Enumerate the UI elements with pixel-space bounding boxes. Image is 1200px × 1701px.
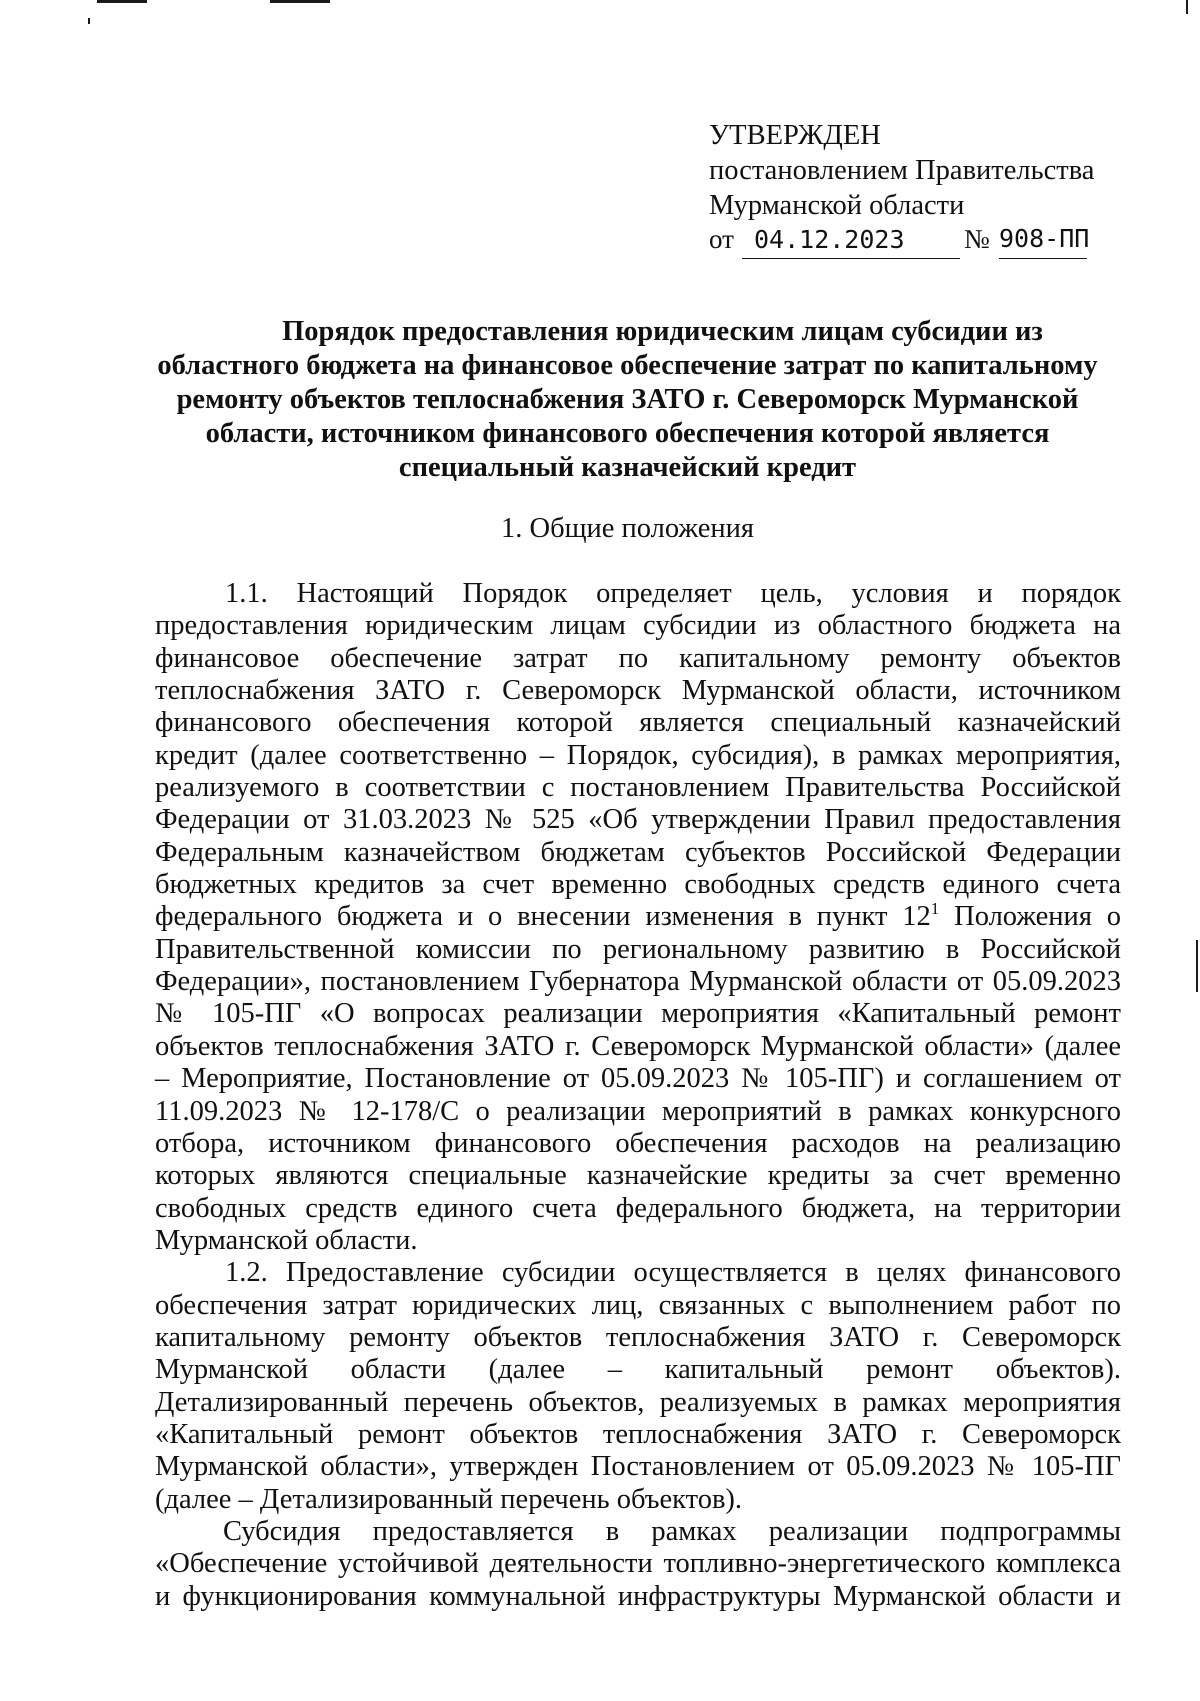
text-line: капитальному ремонту объектов теплоснабжения ЗАТО г. Североморск [155,1321,1121,1353]
text-line: предоставления юридическим лицам субсидии из областного бюджета на [155,610,1121,642]
text-line: обеспечения затрат юридических лиц, связанных с выполнением работ по [155,1289,1121,1321]
text-line: которых являются специальные казначейские кредиты за счет временно [155,1160,1121,1192]
scan-mark-corner [1186,0,1188,14]
text-line: – Мероприятие, Постановление от 05.09.2023 № 105-ПГ) и соглашением от [155,1063,1121,1095]
text-line: Федеральным казначейством бюджетам субъектов Российской Федерации [155,836,1121,868]
title-line: ремонту объектов теплоснабжения ЗАТО г. Североморск Мурманской [176,384,1079,415]
text-line: 1.2. Предоставление субсидии осуществляется в целях финансового [225,1257,1121,1289]
approval-region: Мурманской области [709,190,965,221]
text-line: 11.09.2023 № 12-178/С о реализации мероприятий в рамках конкурсного [155,1095,1121,1127]
text-line: 1.1. Настоящий Порядок определяет цель, условия и порядок [225,578,1121,609]
text-line: Федерации», постановлением Губернатора Мурманской области от 05.09.2023 [155,966,1121,998]
title-line: специальный казначейский кредит [398,452,857,483]
text-line-with-superscript [155,901,1121,933]
text-segment: федерального бюджета и о внесении изменения в пункт 12 [155,901,931,933]
document-body [155,578,1121,1613]
approval-issuer: постановлением Правительства [709,155,1095,186]
text-line: реализуемого в соответствии с постановлением Правительства Российской [155,772,1121,804]
text-line: Мурманской области», утвержден Постановлением от 05.09.2023 № 105-ПГ [155,1451,1121,1483]
scan-mark-right [270,0,330,3]
title-line: области, источником финансового обеспечения которой является [205,418,1050,449]
title-line: Порядок предоставления юридическим лицам субсидии из [282,316,1043,347]
section-heading: 1. Общие положения [500,513,755,544]
text-line: свободных средств единого счета федерального бюджета, на территории [155,1192,1121,1224]
text-line: Правительственной комиссии по региональному развитию в Российской [155,933,1121,965]
paragraph-1-1 [155,578,1121,1257]
text-line: Субсидия предоставляется в рамках реализации подпрограммы [223,1515,1121,1547]
approval-date: 04.12.2023 [742,223,960,259]
approval-date-line [709,223,1129,261]
text-line: № 105-ПГ «О вопросах реализации мероприятия «Капитальный ремонт [155,998,1121,1030]
text-line: и функционирования коммунальной инфраструктуры Мурманской области и [155,1580,1121,1612]
paragraph-subsidy [155,1516,1121,1613]
text-line: Мурманской области. [155,1224,418,1256]
title-line: областного бюджета на финансовое обеспечение затрат по капитальному [157,350,1098,381]
text-line: «Капитальный ремонт объектов теплоснабжения ЗАТО г. Североморск [155,1418,1121,1450]
scan-mark-dot [88,18,90,24]
scan-mark-left [97,0,147,3]
text-line: теплоснабжения ЗАТО г. Североморск Мурманской области, источником [155,675,1121,707]
text-line: кредит (далее соответственно – Порядок, субсидия), в рамках мероприятия, [155,739,1121,771]
text-line: «Обеспечение устойчивой деятельности топливно-энергетического комплекса [155,1548,1121,1580]
paragraph-1-2 [155,1257,1121,1516]
text-line: (далее – Детализированный перечень объектов). [155,1483,743,1515]
text-line: Детализированный перечень объектов, реализуемых в рамках мероприятия [155,1386,1121,1418]
text-line: Мурманской области (далее – капитальный ремонт объектов). [155,1354,1121,1386]
document-title [155,315,1100,485]
text-line: финансового обеспечения которой является специальный казначейский [155,707,1121,739]
text-line: отбора, источником финансового обеспечения расходов на реализацию [155,1127,1121,1159]
text-line: бюджетных кредитов за счет временно свободных средств единого счета [155,869,1121,901]
text-line: Федерации от 31.03.2023 № 525 «Об утверждении Правил предоставления [155,804,1121,836]
date-prefix: от [709,224,734,254]
superscript: 1 [930,899,940,919]
approval-heading: УТВЕРЖДЕН [709,120,881,151]
scan-mark-edge [1196,940,1198,992]
text-line: объектов теплоснабжения ЗАТО г. Североморск Мурманской области» (далее [155,1030,1121,1062]
text-line: финансовое обеспечение затрат по капитальному ремонту объектов [155,642,1121,674]
approval-number: 908-ПП [999,222,1087,259]
text-segment: Положения о [939,901,1121,933]
number-prefix: № [964,224,990,254]
approval-block [709,118,1129,261]
